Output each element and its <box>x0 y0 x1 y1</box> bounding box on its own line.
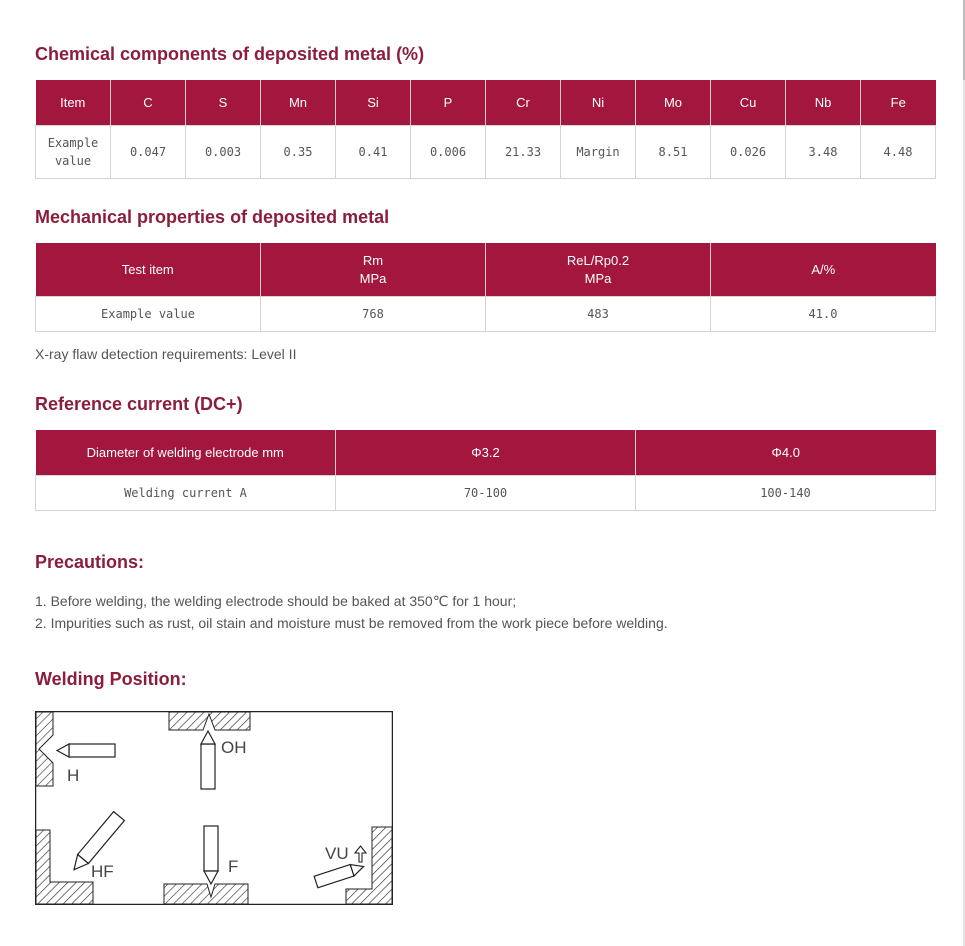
mech-header-rm-unit: MPa <box>359 270 387 286</box>
mech-header-test-item-label: Test item <box>121 261 174 277</box>
ref-header-phi40: Φ4.0 <box>636 430 936 476</box>
chem-header-s: S <box>186 80 261 126</box>
chem-header-item: Item <box>36 80 111 126</box>
mech-cell-elongation: 41.0 <box>711 297 936 332</box>
chemical-header-row <box>36 80 936 126</box>
precaution-item-2: 2. Impurities such as rust, oil stain and moisture must be removed from the work piece before welding. <box>35 615 668 631</box>
chem-cell-si: 0.41 <box>336 126 411 179</box>
mech-header-rm-label: Rm <box>362 252 384 268</box>
chem-header-ni: Ni <box>561 80 636 126</box>
label-f: F <box>228 857 239 876</box>
ref-cell-phi32: 70-100 <box>336 476 636 511</box>
chem-header-fe: Fe <box>861 80 936 126</box>
label-oh: OH <box>221 738 247 757</box>
mech-cell-rm: 768 <box>261 297 486 332</box>
h-electrode <box>69 744 115 757</box>
mech-header-rel-label: ReL/Rp0.2 <box>566 252 630 268</box>
ref-cell-item: Welding current A <box>36 476 336 511</box>
chem-cell-p: 0.006 <box>411 126 486 179</box>
chem-header-mn: Mn <box>261 80 336 126</box>
mech-header-test-item <box>36 243 261 297</box>
chem-cell-c: 0.047 <box>111 126 186 179</box>
chem-cell-ni: Margin <box>561 126 636 179</box>
mech-header-rm <box>261 243 486 297</box>
mechanical-section-title: Mechanical properties of deposited metal <box>35 207 390 227</box>
f-joint-plate <box>164 884 248 904</box>
mech-cell-rel: 483 <box>486 297 711 332</box>
ref-header-diameter: Diameter of welding electrode mm <box>36 430 336 476</box>
table-row <box>36 126 936 179</box>
mech-header-elongation-label: A/% <box>811 261 836 277</box>
precaution-item-1: 1. Before welding, the welding electrode should be baked at 350℃ for 1 hour; <box>35 593 517 609</box>
mech-cell-item: Example value <box>36 297 261 332</box>
label-h: H <box>67 766 80 785</box>
precautions-title: Precautions: <box>35 552 145 572</box>
chem-header-c: C <box>111 80 186 126</box>
welding-position-diagram <box>35 711 393 905</box>
welding-position-title: Welding Position: <box>35 669 187 689</box>
mechanical-header-row <box>36 243 936 297</box>
reference-section-title: Reference current (DC+) <box>35 394 243 414</box>
chem-header-cr: Cr <box>486 80 561 126</box>
chem-cell-cr: 21.33 <box>486 126 561 179</box>
chem-cell-item: Example value <box>36 126 111 179</box>
f-electrode <box>204 826 218 871</box>
mech-header-rel-unit: MPa <box>584 270 612 286</box>
xray-requirement-note: X-ray flaw detection requirements: Level II <box>35 346 297 362</box>
chem-header-cu: Cu <box>711 80 786 126</box>
chem-cell-fe: 4.48 <box>861 126 936 179</box>
ref-cell-phi40: 100-140 <box>636 476 936 511</box>
mech-header-rel <box>486 243 711 297</box>
chem-cell-cu: 0.026 <box>711 126 786 179</box>
chem-cell-nb: 3.48 <box>786 126 861 179</box>
chem-header-nb: Nb <box>786 80 861 126</box>
reference-current-table <box>35 430 936 511</box>
oh-electrode <box>201 744 215 789</box>
mechanical-table <box>35 243 936 332</box>
chem-header-si: Si <box>336 80 411 126</box>
table-row <box>36 297 936 332</box>
label-hf: HF <box>91 862 114 881</box>
reference-header-row <box>36 430 936 476</box>
ref-header-phi32: Φ3.2 <box>336 430 636 476</box>
chem-header-mo: Mo <box>636 80 711 126</box>
chem-cell-s: 0.003 <box>186 126 261 179</box>
chem-header-p: P <box>411 80 486 126</box>
mech-header-elongation <box>711 243 936 297</box>
welding-position-graphic <box>35 711 393 905</box>
chemical-table <box>35 80 936 179</box>
label-vu: VU <box>325 844 349 863</box>
chemical-section-title: Chemical components of deposited metal (%) <box>35 44 425 64</box>
table-row <box>36 476 936 511</box>
chem-cell-mo: 8.51 <box>636 126 711 179</box>
chem-cell-mn: 0.35 <box>261 126 336 179</box>
